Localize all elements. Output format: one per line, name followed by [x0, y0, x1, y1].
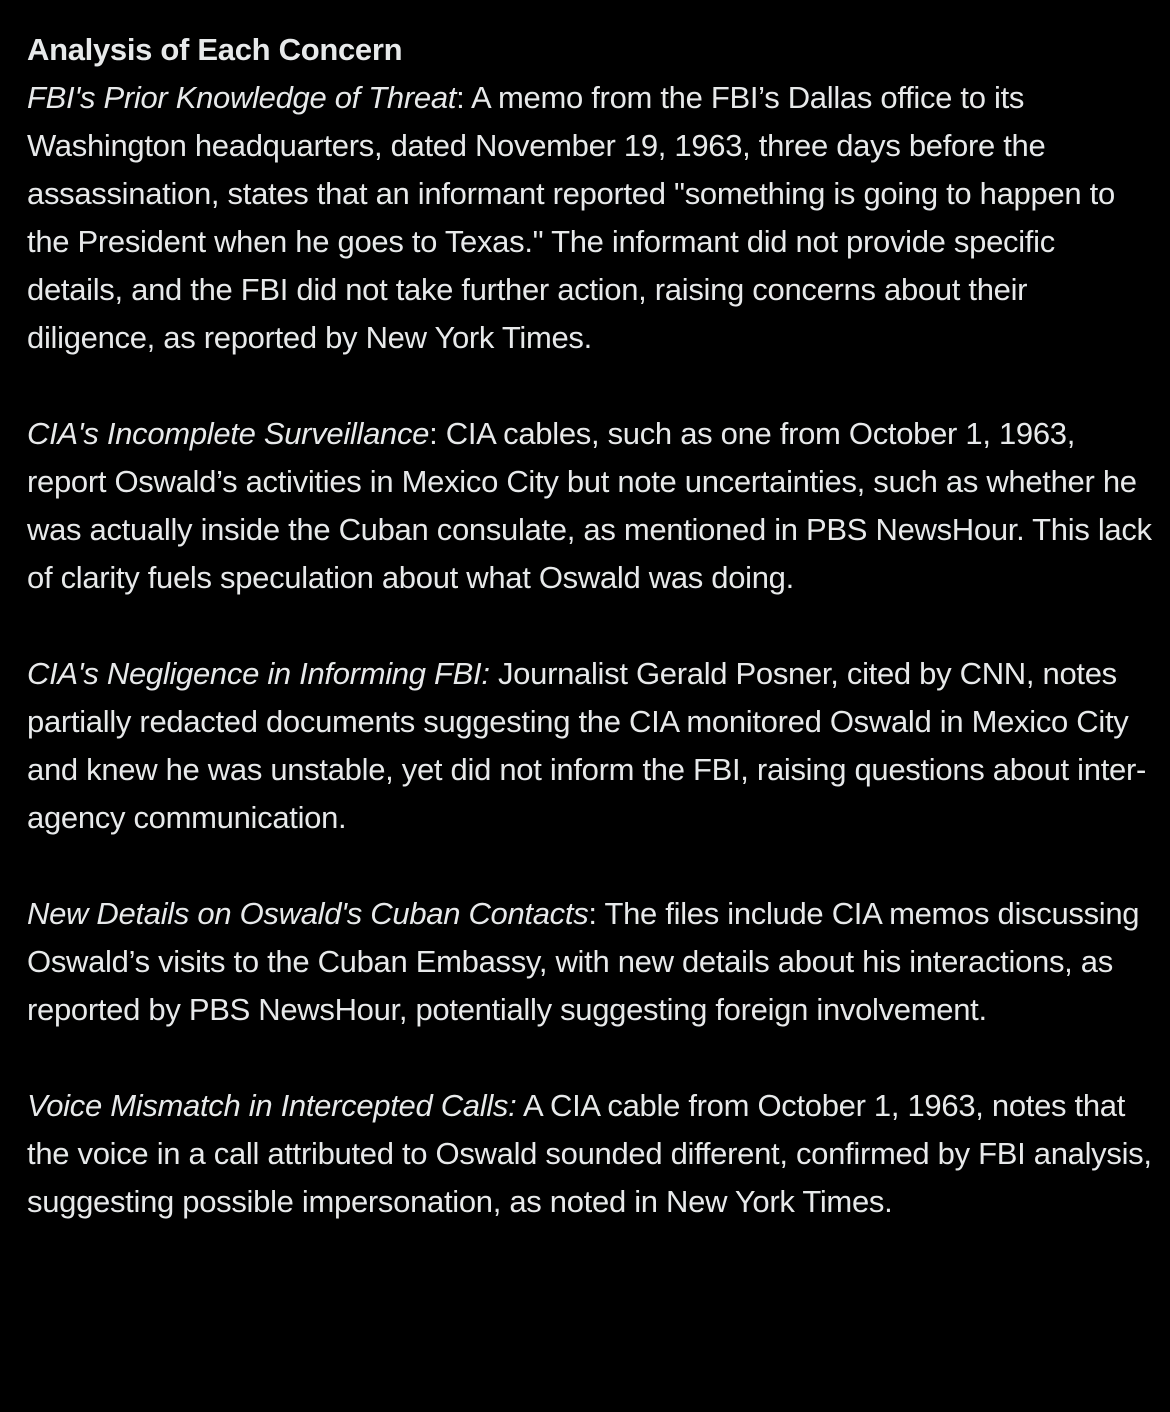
term-separator [490, 656, 498, 691]
concern-body: A CIA cable from October 1, 1963, notes that the voice in a call attributed to Oswald sounded different, confirmed by FBI analysis, suggesting possible impersonation, as noted in New York Times. [27, 1088, 1152, 1219]
concern-paragraph-fbi-prior-knowledge [27, 74, 1156, 362]
concern-term: CIA's Negligence in Informing FBI: [27, 656, 490, 691]
concern-paragraph-cia-negligence [27, 650, 1156, 842]
concern-body: Journalist Gerald Posner, cited by CNN, notes partially redacted documents suggesting the CIA monitored Oswald in Mexico City and knew he was unstable, yet did not inform the FBI, raising questions about inter-agency communication. [27, 656, 1147, 835]
section-heading: Analysis of Each Concern [27, 32, 403, 67]
concern-body: A memo from the FBI’s Dallas office to its Washington headquarters, dated November 19, 1963, three days before the assassination, states that an informant reported "something is going to happen to the President when he goes to Texas." The informant did not provide specific details, and the FBI did not take further action, raising concerns about their diligence, as reported by New York Times. [27, 80, 1115, 355]
concern-term: CIA's Incomplete Surveillance [27, 416, 430, 451]
concern-paragraph-cia-surveillance [27, 410, 1156, 602]
term-separator: : [429, 416, 446, 451]
term-separator: : [588, 896, 605, 931]
concern-term: Voice Mismatch in Intercepted Calls: [27, 1088, 517, 1123]
concern-body: CIA cables, such as one from October 1, 1963, report Oswald’s activities in Mexico City but note uncertainties, such as whether he was actually inside the Cuban consulate, as mentioned in PBS NewsHour. This lack of clarity fuels speculation about what Oswald was doing. [27, 416, 1152, 595]
concern-term: New Details on Oswald's Cuban Contacts [27, 896, 589, 931]
concern-term: FBI's Prior Knowledge of Threat [27, 80, 457, 115]
concern-paragraph-cuban-contacts [27, 890, 1156, 1034]
concern-body: The files include CIA memos discussing Oswald’s visits to the Cuban Embassy, with new details about his interactions, as reported by PBS NewsHour, potentially suggesting foreign involvement. [27, 896, 1140, 1027]
term-separator: : [456, 80, 472, 115]
concern-paragraph-voice-mismatch [27, 1082, 1156, 1226]
